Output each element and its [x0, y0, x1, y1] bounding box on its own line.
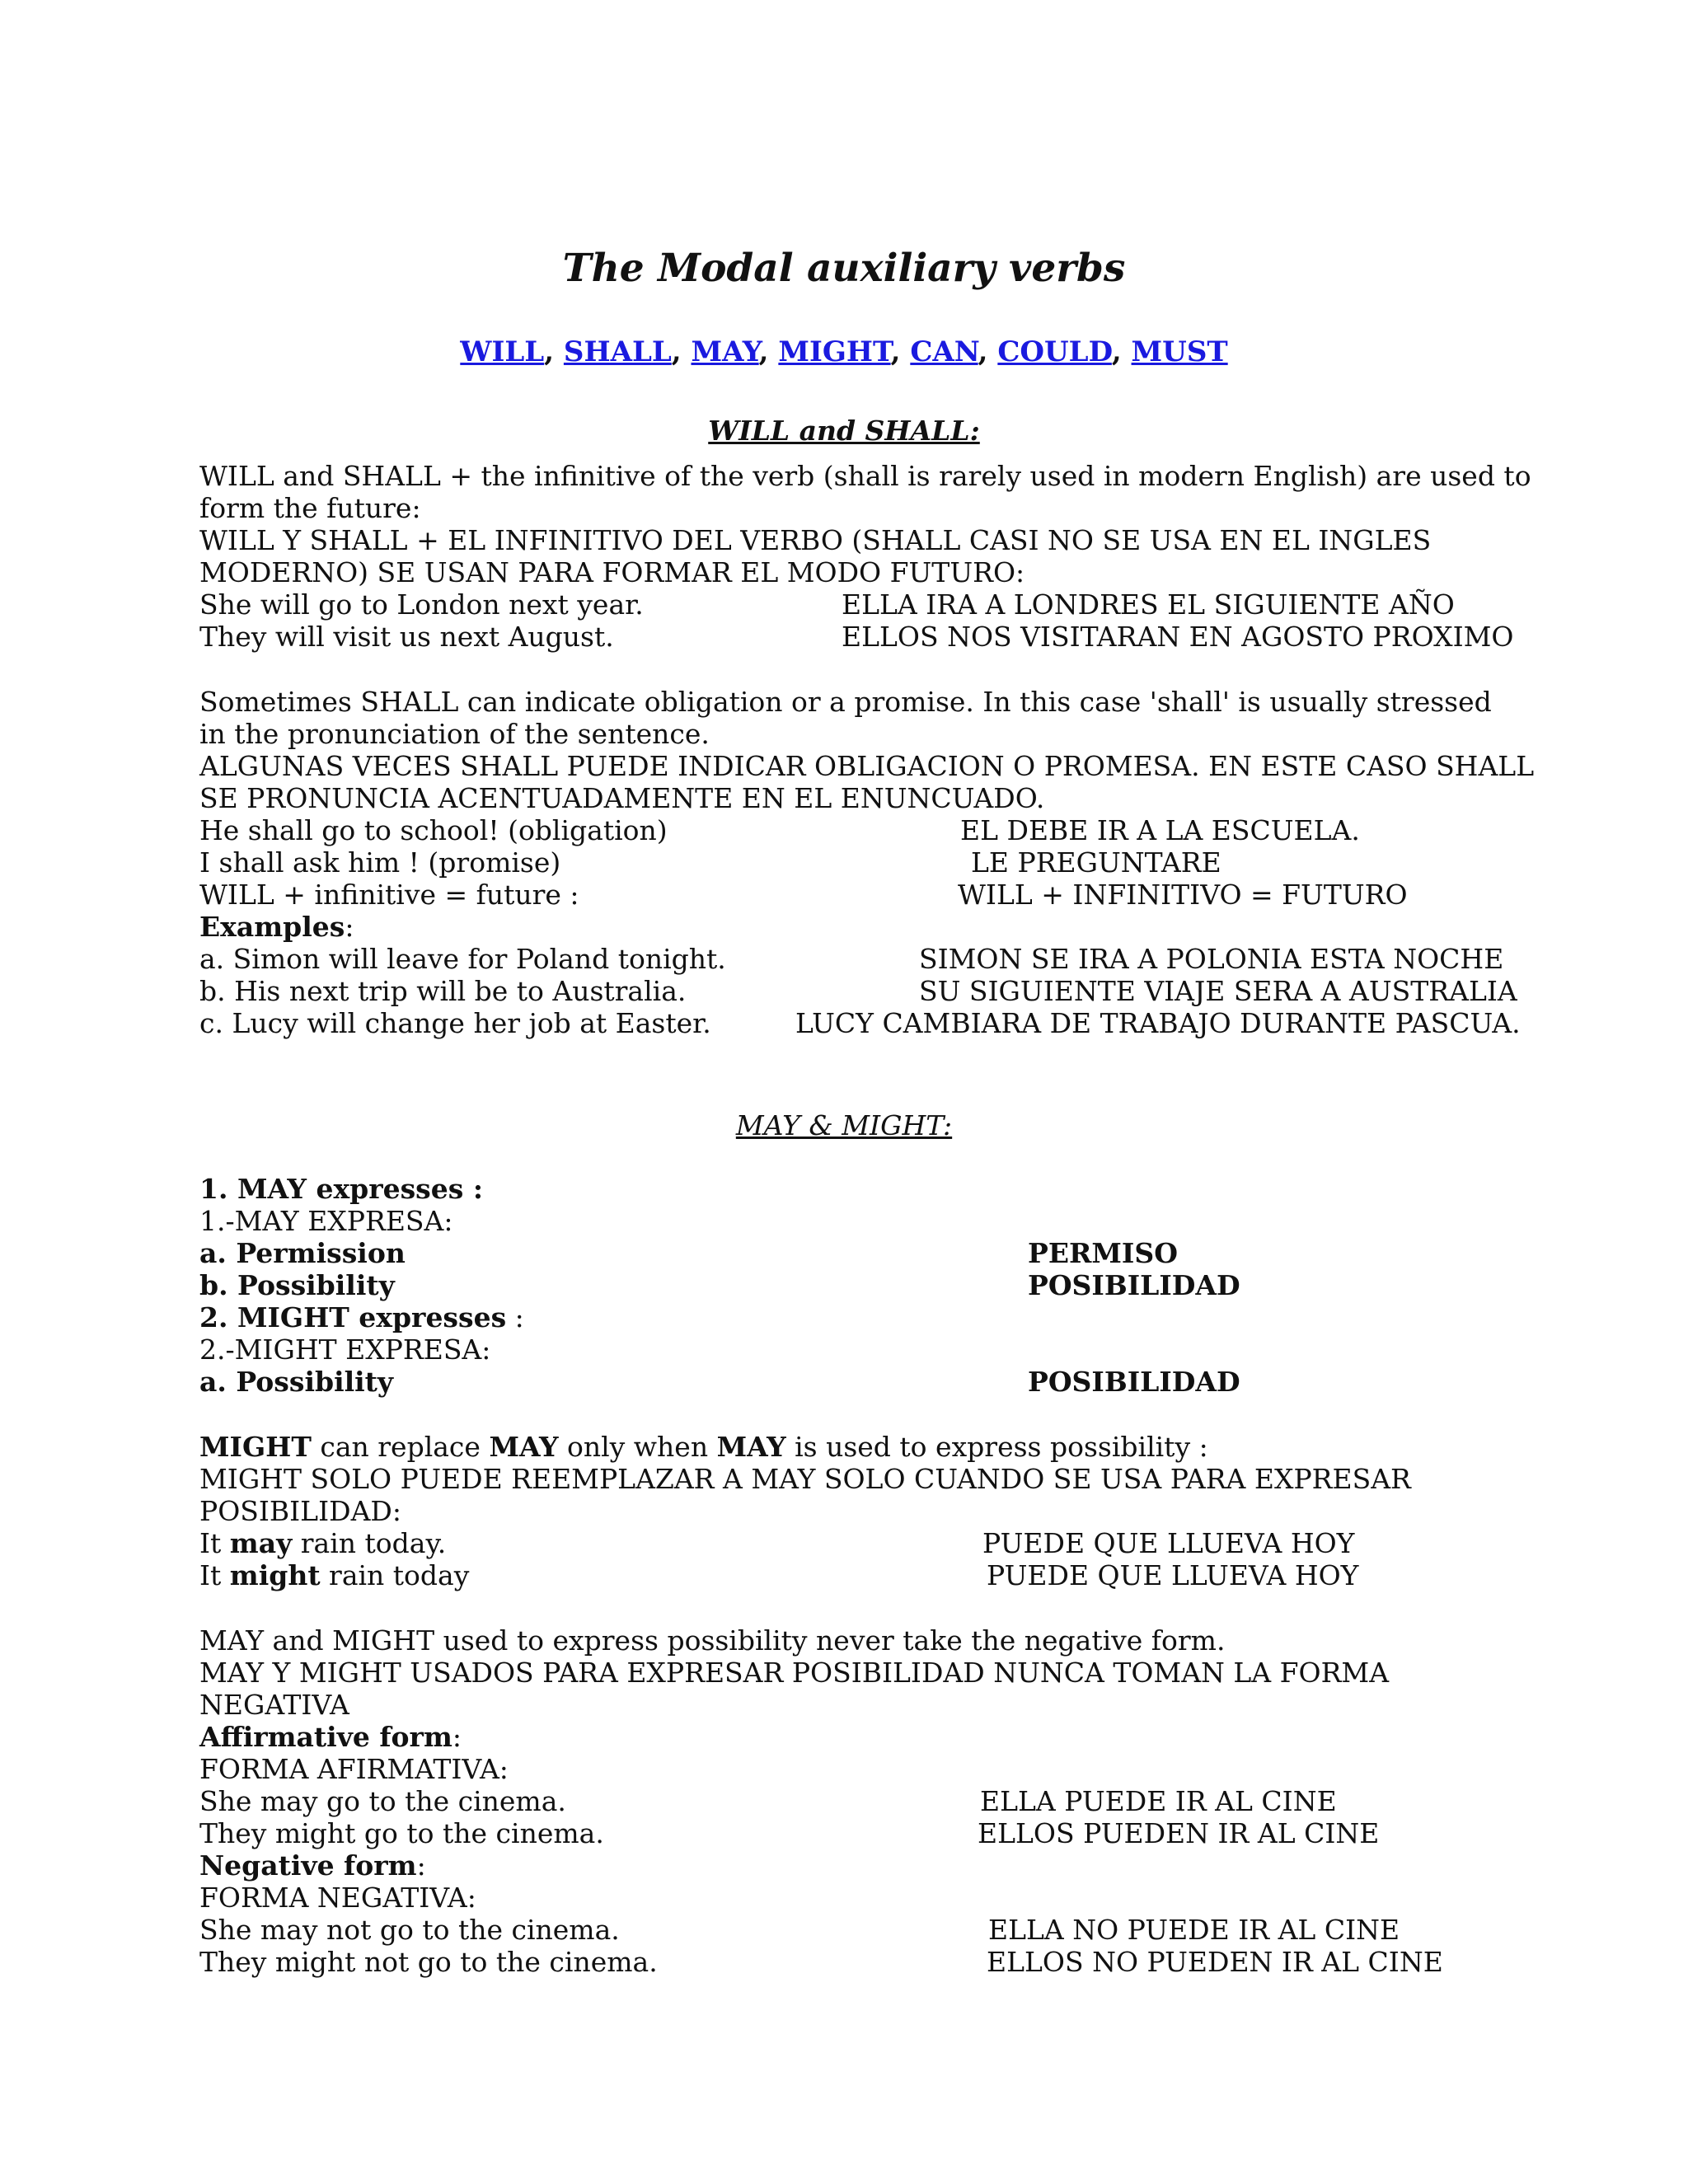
negative-es-label: FORMA NEGATIVA: — [199, 1882, 476, 1914]
might-expresses-line — [199, 1301, 524, 1333]
sometimes-es-line-1: ALGUNAS VECES SHALL PUEDE INDICAR OBLIGACION O PROMESA. EN ESTE CASO SHALL — [199, 750, 1535, 782]
nav-separator: , — [890, 335, 901, 368]
rain-modal: might — [229, 1559, 321, 1591]
affirmative-colon: : — [452, 1721, 462, 1753]
nav-link-shall[interactable]: SHALL — [563, 335, 672, 368]
example-c-es: LUCY CAMBIARA DE TRABAJO DURANTE PASCUA. — [795, 1007, 1521, 1039]
may-expresses: 1. MAY expresses : — [199, 1173, 484, 1205]
nav-separator: , — [544, 335, 555, 368]
nav-link-could[interactable]: COULD — [997, 335, 1112, 368]
negative-rule-es-2: NEGATIVA — [199, 1689, 349, 1721]
rule-en: WILL + infinitive = future : — [199, 879, 579, 911]
obligation-en: He shall go to school! (obligation) — [199, 814, 668, 846]
posibilidad-label: POSIBILIDAD — [1028, 1269, 1240, 1301]
promise-es: LE PREGUNTARE — [971, 846, 1221, 879]
intro-es-line-2: MODERNO) SE USAN PARA FORMAR EL MODO FUTURO: — [199, 556, 1025, 588]
might-expresa: 2.-MIGHT EXPRESA: — [199, 1333, 491, 1366]
rain-example-may — [199, 1527, 446, 1559]
examples-label-line — [199, 911, 354, 943]
nav-separator: , — [671, 335, 682, 368]
negative-label-line — [199, 1849, 426, 1882]
section-heading-will-shall: WILL and SHALL: — [708, 415, 980, 447]
affirmative-label-line — [199, 1721, 462, 1753]
replace-rule-line — [199, 1431, 1208, 1463]
affirmative-example-es: ELLA PUEDE IR AL CINE — [980, 1785, 1337, 1817]
negative-rule-es-1: MAY Y MIGHT USADOS PARA EXPRESAR POSIBILIDAD NUNCA TOMAN LA FORMA — [199, 1657, 1390, 1689]
examples-label: Examples — [199, 911, 345, 943]
obligation-es: EL DEBE IR A LA ESCUELA. — [960, 814, 1360, 846]
nav-link-must[interactable]: MUST — [1131, 335, 1228, 368]
example-en: They will visit us next August. — [199, 621, 614, 653]
rain-es: PUEDE QUE LLUEVA HOY — [982, 1527, 1355, 1559]
may-expresa: 1.-MAY EXPRESA: — [199, 1205, 453, 1237]
intro-en-line-2: form the future: — [199, 492, 421, 524]
example-b-en: b. His next trip will be to Australia. — [199, 975, 687, 1007]
negative-label: Negative form — [199, 1849, 417, 1882]
rain-text: It — [199, 1527, 230, 1559]
example-a-es: SIMON SE IRA A POLONIA ESTA NOCHE — [919, 943, 1504, 975]
affirmative-example-en: She may go to the cinema. — [199, 1785, 566, 1817]
replace-word: MIGHT — [199, 1431, 312, 1463]
example-es: ELLOS NOS VISITARAN EN AGOSTO PROXIMO — [842, 621, 1514, 653]
might-expresses-colon: : — [506, 1301, 524, 1333]
negative-example-es: ELLA NO PUEDE IR AL CINE — [988, 1914, 1400, 1946]
negative-example-es: ELLOS NO PUEDEN IR AL CINE — [987, 1946, 1443, 1978]
affirmative-es-label: FORMA AFIRMATIVA: — [199, 1753, 509, 1785]
page-title: The Modal auxiliary verbs — [562, 246, 1126, 291]
replace-text: only when — [558, 1431, 717, 1463]
sometimes-en-line-2: in the pronunciation of the sentence. — [199, 718, 710, 750]
nav-link-will[interactable]: WILL — [460, 335, 545, 368]
negative-example-en: They might not go to the cinema. — [199, 1946, 658, 1978]
examples-colon: : — [345, 911, 354, 943]
negative-rule-en: MAY and MIGHT used to express possibility never take the negative form. — [199, 1624, 1226, 1657]
negative-colon: : — [416, 1849, 426, 1882]
modal-verb-nav — [0, 335, 1688, 369]
nav-link-can[interactable]: CAN — [910, 335, 978, 368]
nav-separator: , — [978, 335, 988, 368]
negative-example-en: She may not go to the cinema. — [199, 1914, 620, 1946]
nav-separator: , — [1111, 335, 1122, 368]
example-a-en: a. Simon will leave for Poland tonight. — [199, 943, 726, 975]
possibility-label: b. Possibility — [199, 1269, 395, 1301]
example-c-en: c. Lucy will change her job at Easter. — [199, 1007, 711, 1039]
affirmative-label: Affirmative form — [199, 1721, 452, 1753]
posibilidad-label: POSIBILIDAD — [1028, 1366, 1240, 1398]
possibility-label: a. Possibility — [199, 1366, 394, 1398]
rain-es: PUEDE QUE LLUEVA HOY — [987, 1559, 1359, 1591]
rain-example-might — [199, 1559, 469, 1591]
example-es: ELLA IRA A LONDRES EL SIGUIENTE AÑO — [842, 588, 1455, 621]
example-en: She will go to London next year. — [199, 588, 644, 621]
might-expresses: 2. MIGHT expresses — [199, 1301, 507, 1333]
rain-text: It — [199, 1559, 230, 1591]
affirmative-example-en: They might go to the cinema. — [199, 1817, 604, 1849]
replace-es-line-1: MIGHT SOLO PUEDE REEMPLAZAR A MAY SOLO CUANDO SE USA PARA EXPRESAR — [199, 1463, 1411, 1495]
replace-text: can replace — [311, 1431, 490, 1463]
permission-label: a. Permission — [199, 1237, 406, 1269]
rain-modal: may — [229, 1527, 293, 1559]
intro-es-line-1: WILL Y SHALL + EL INFINITIVO DEL VERBO (SHALL CASI NO SE USA EN EL INGLES — [199, 524, 1432, 556]
permiso-label: PERMISO — [1028, 1237, 1178, 1269]
nav-link-might[interactable]: MIGHT — [778, 335, 891, 368]
example-b-es: SU SIGUIENTE VIAJE SERA A AUSTRALIA — [919, 975, 1517, 1007]
promise-en: I shall ask him ! (promise) — [199, 846, 561, 879]
affirmative-example-es: ELLOS PUEDEN IR AL CINE — [978, 1817, 1380, 1849]
replace-word: MAY — [716, 1431, 786, 1463]
rain-text: rain today — [320, 1559, 470, 1591]
replace-word: MAY — [489, 1431, 559, 1463]
replace-text: is used to express possibility : — [785, 1431, 1208, 1463]
nav-separator: , — [758, 335, 769, 368]
section-heading-may-might: MAY & MIGHT: — [735, 1109, 953, 1141]
sometimes-es-line-2: SE PRONUNCIA ACENTUADAMENTE EN EL ENUNCUADO. — [199, 782, 1045, 814]
nav-link-may[interactable]: MAY — [691, 335, 759, 368]
rain-text: rain today. — [292, 1527, 447, 1559]
rule-es: WILL + INFINITIVO = FUTURO — [958, 879, 1408, 911]
intro-en-line-1: WILL and SHALL + the infinitive of the verb (shall is rarely used in modern English) are used to — [199, 460, 1531, 492]
sometimes-en-line-1: Sometimes SHALL can indicate obligation or a promise. In this case 'shall' is usually stressed — [199, 686, 1492, 718]
replace-es-line-2: POSIBILIDAD: — [199, 1495, 402, 1527]
